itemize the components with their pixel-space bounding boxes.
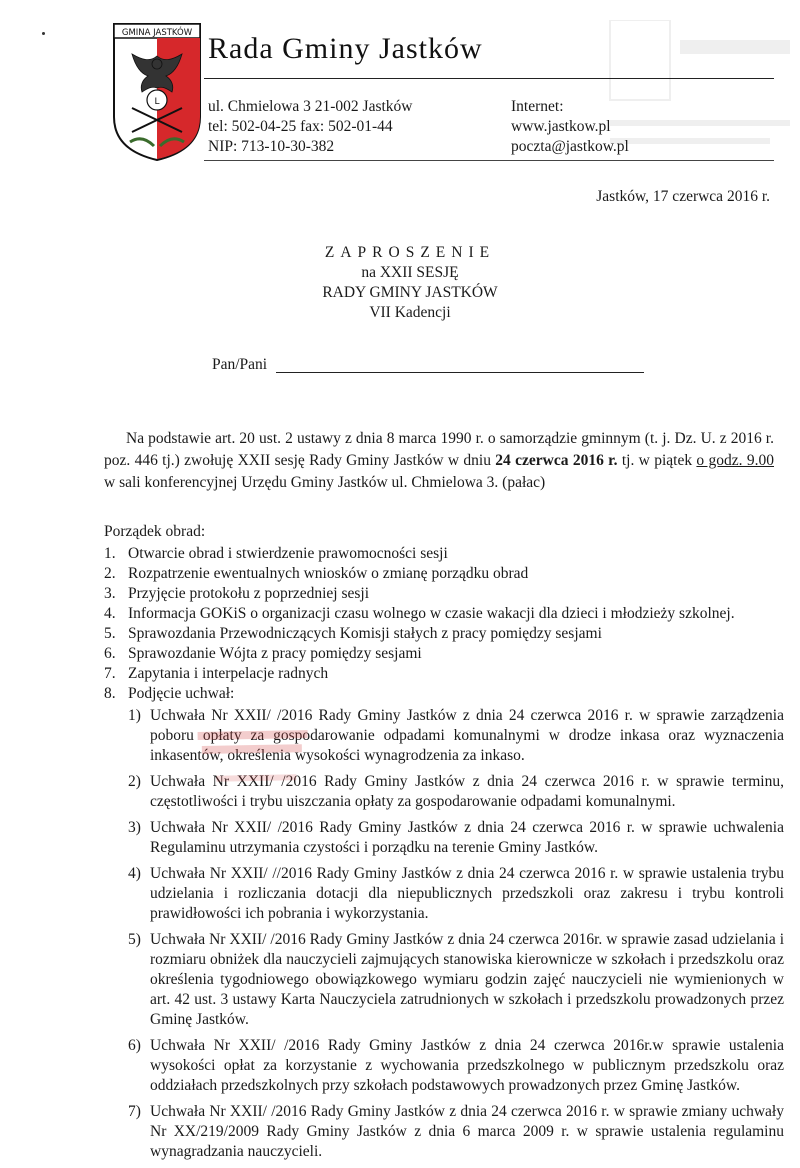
agenda-item-text: Sprawozdanie Wójta z pracy pomiędzy sesjami: [128, 645, 422, 662]
resolution-text: Uchwała Nr XXII/ //2016 Rady Gminy Jastków z dnia 24 czerwca 2016 r. w sprawie ustalenia trybu udzielania i rozliczania dotacji dla niepublicznych przedszkoli oraz zakresu i trybu kontroli prawidłowości ich pobrania i wykorzystania.: [150, 865, 784, 922]
agenda-item: [104, 604, 784, 624]
resolution-item: [128, 864, 784, 924]
agenda-item-text: Otwarcie obrad i stwierdzenie prawomocności sesji: [128, 545, 448, 562]
intro-text-2: tj. w piątek: [617, 452, 697, 469]
internet-label: Internet:: [511, 98, 564, 115]
agenda-item: [104, 684, 784, 704]
address-line: ul. Chmielowa 3 21-002 Jastków: [208, 98, 413, 115]
agenda-item-text: Zapytania i interpelacje radnych: [128, 665, 329, 682]
resolution-number: 6): [128, 1037, 141, 1054]
agenda-item-number: 6.: [104, 645, 116, 662]
agenda-item: [104, 624, 784, 644]
website-link[interactable]: www.jastkow.pl: [511, 118, 611, 135]
resolution-item: [128, 1102, 784, 1162]
phone-fax-line: tel: 502-04-25 fax: 502-01-44: [208, 118, 393, 135]
agenda-item-text: Przyjęcie protokołu z poprzedniej sesji: [128, 585, 370, 602]
resolution-text: Uchwała Nr XXII/ /2016 Rady Gminy Jastków z dnia 24 czerwca 2016r.w sprawie ustalenia wysokości opłat za korzystanie z wychowania przedszkolnego w publicznym przedszkolu oraz oddziałach przedszkolnych przy szkołach podstawowych prowadzonych przez Gminę Jastków.: [150, 1037, 784, 1094]
intro-paragraph: [104, 428, 774, 494]
document-date: Jastków, 17 czerwca 2016 r.: [596, 188, 770, 205]
header-divider: [204, 78, 774, 79]
resolution-number: 7): [128, 1103, 141, 1120]
agenda-item: [104, 564, 784, 584]
contact-address-block: [208, 97, 413, 157]
agenda: [104, 522, 784, 1168]
resolution-text: Uchwała Nr XXII/ /2016 Rady Gminy Jastków z dnia 24 czerwca 2016 r. w sprawie uchwalenia Regulaminu utrzymania czystości i porządku na terenie Gminy Jastków.: [150, 819, 784, 856]
agenda-title: Porządek obrad:: [104, 523, 206, 540]
title-invitation: ZAPROSZENIE: [324, 244, 496, 261]
addressee-label: Pan/Pani: [212, 356, 268, 373]
resolution-number: 3): [128, 819, 141, 836]
agenda-item-number: 7.: [104, 665, 116, 682]
resolution-item: [128, 1036, 784, 1096]
bleed-through-decoration: [600, 20, 800, 180]
agenda-item: [104, 544, 784, 564]
scan-speck: [42, 32, 45, 35]
agenda-item-number: 1.: [104, 545, 116, 562]
agenda-item-text: Rozpatrzenie ewentualnych wniosków o zmianę porządku obrad: [128, 565, 529, 582]
internet-block: [511, 97, 629, 157]
nip-line: NIP: 713-10-30-382: [208, 138, 335, 155]
resolution-text: Uchwała Nr XXII/ /2016 Rady Gminy Jastków z dnia 24 czerwca 2016 r. w sprawie zmiany uchwały Nr XX/219/2009 Rady Gminy Jastków z dnia 6 marca 2009 r. w sprawie ustalenia regulaminu wynagradzania nauczycieli.: [150, 1103, 784, 1160]
resolution-item: [128, 930, 784, 1030]
intro-text-1: Na podstawie art. 20 ust. 2 ustawy z dnia 8 marca 1990 r. o samorządzie gminnym (t. j. Dz. U. z 2016 r. poz. 446 tj.) zwołuję XXII sesję Rady Gminy Jastków w dniu: [104, 430, 774, 469]
agenda-item-number: 2.: [104, 565, 116, 582]
resolution-number: 5): [128, 931, 141, 948]
session-time: o godz. 9.00: [696, 452, 774, 469]
intro-text-3: w sali konferencyjnej Urzędu Gminy Jastków ul. Chmielowa 3. (pałac): [104, 474, 546, 491]
invitation-title: [200, 243, 620, 323]
email-link[interactable]: poczta@jastkow.pl: [511, 138, 629, 155]
agenda-item-number: 3.: [104, 585, 116, 602]
addressee-blank-line: [276, 372, 644, 373]
crest-label: GMINA JASTKÓW: [121, 28, 193, 38]
resolution-text: Uchwała Nr XXII/ /2016 Rady Gminy Jastków z dnia 24 czerwca 2016 r. w sprawie terminu, częstotliwości i trybu uiszczania opłaty za gospodarowanie odpadami komunalnymi.: [150, 773, 784, 810]
title-council: RADY GMINY JASTKÓW: [322, 284, 498, 301]
resolution-text: Uchwała Nr XXII/ /2016 Rady Gminy Jastków z dnia 24 czerwca 2016r. w sprawie zasad udzielania i rozmiaru obniżek dla nauczycieli zajmujących stanowiska kierownicze w szkołach i przedszkolu oraz określenia tygodniowego obowiązkowego wymiaru godzin zajęć nauczycieli nie wymienionych w art. 42 ust. 3 ustawy Karta Nauczyciela zatrudnionych w szkołach i przedszkolu prowadzonych przez Gminę Jastków.: [150, 931, 784, 1028]
resolution-number: 2): [128, 773, 141, 790]
agenda-item-text: Podjęcie uchwał:: [128, 685, 235, 702]
svg-text:L: L: [154, 97, 160, 107]
header-bottom-divider: [204, 160, 774, 161]
resolution-text: Uchwała Nr XXII/ /2016 Rady Gminy Jastków z dnia 24 czerwca 2016 r. w sprawie zarządzenia poboru opłaty za gospodarowanie odpadami komunalnymi w drodze inkasa oraz wyznaczenia inkasentów, określenia wysokości wynagrodzenia za inkaso.: [150, 707, 784, 764]
agenda-item: [104, 644, 784, 664]
agenda-item: [104, 664, 784, 684]
council-name: Rada Gminy Jastków: [208, 32, 483, 65]
title-session: na XXII SESJĘ: [361, 264, 459, 281]
agenda-item-number: 4.: [104, 605, 116, 622]
agenda-item-text: Informacja GOKiS o organizacji czasu wolnego w czasie wakacji dla dzieci i młodzieży szkolnej.: [128, 605, 735, 622]
agenda-item-number: 8.: [104, 685, 116, 702]
agenda-item-text: Sprawozdania Przewodniczących Komisji stałych z pracy pomiędzy sesjami: [128, 625, 602, 642]
agenda-item-number: 5.: [104, 625, 116, 642]
agenda-list: [104, 544, 784, 704]
title-term: VII Kadencji: [369, 304, 451, 321]
faint-red-stamp: [195, 726, 316, 788]
resolution-number: 1): [128, 707, 141, 724]
resolution-number: 4): [128, 865, 141, 882]
municipality-crest: [112, 22, 202, 162]
resolution-item: [128, 818, 784, 858]
agenda-item: [104, 584, 784, 604]
session-date: 24 czerwca 2016 r.: [495, 452, 618, 469]
